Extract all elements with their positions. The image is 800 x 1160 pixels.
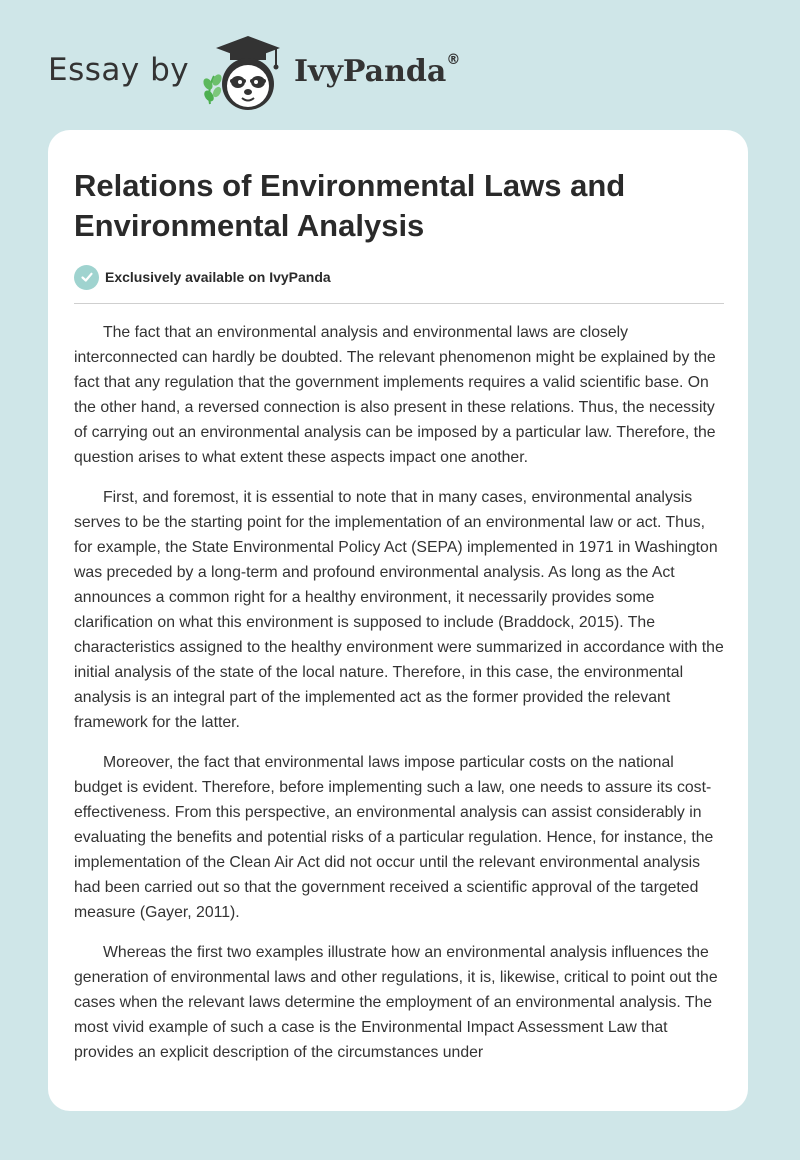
paragraph-3: Moreover, the fact that environmental laws impose particular costs on the national budget is evident. Therefore, before implementing such a law, one needs to assure its cost-effectiveness. From this perspective, an environmental analysis can assist considerably in evaluating the benefits and potential risks of a particular regulation. Hence, for instance, the implementation of the Clean Air Act did not occur until the relevant environmental analysis had been carried out so that the government received a scientific approval of the targeted measure (Gayer, 2011). — [74, 754, 714, 921]
divider — [74, 303, 724, 304]
essay-title: Relations of Environmental Laws and Environmental Analysis — [74, 168, 626, 243]
paragraph-1: The fact that an environmental analysis and environmental laws are closely interconnected can hardly be doubted. The relevant phenomenon might be explained by the fact that any regulation that the government implements requires a valid scientific base. On the other hand, a reversed connection is also present in these relations. Thus, the necessity of carrying out an environmental analysis can be imposed by a particular law. Therefore, the question arises to what extent these aspects impact one another. — [74, 324, 716, 466]
check-icon — [74, 265, 99, 290]
brand-name[interactable] — [294, 54, 460, 89]
site-header — [48, 34, 508, 114]
registered-mark: ® — [446, 52, 461, 68]
essay-body — [74, 320, 724, 1080]
essay-by-label: Essay by — [48, 52, 190, 88]
exclusive-badge — [74, 264, 331, 290]
paragraph-4: Whereas the first two examples illustrate how an environmental analysis influences the generation of environmental laws and other regulations, it is, likewise, critical to point out the cases when the relevant laws determine the employment of an environmental analysis. The most vivid example of such a case is the Environmental Impact Assessment Law that provides an explicit description of the circumstances under — [74, 944, 718, 1061]
essay-card — [48, 130, 748, 1111]
paragraph-2: First, and foremost, it is essential to note that in many cases, environmental analysis serves to be the starting point for the implementation of an environmental law or act. Thus, for example, the State Environmental Policy Act (SEPA) implemented in 1971 in Washington was preceded by a long-term and profound environmental analysis. As long as the Act announces a common right for a healthy environment, it necessarily provides some clarification on what this environment is supposed to include (Braddock, 2015). The characteristics assigned to the healthy environment were summarized in accordance with the initial analysis of the state of the local nature. Therefore, in this case, the environmental analysis is an integral part of the implemented act as the former provided the relevant framework for the latter. — [74, 489, 724, 731]
brand-text: IvyPanda — [294, 54, 447, 89]
exclusive-badge-label: Exclusively available on IvyPanda — [105, 269, 331, 285]
panda-logo-icon[interactable] — [200, 34, 284, 112]
